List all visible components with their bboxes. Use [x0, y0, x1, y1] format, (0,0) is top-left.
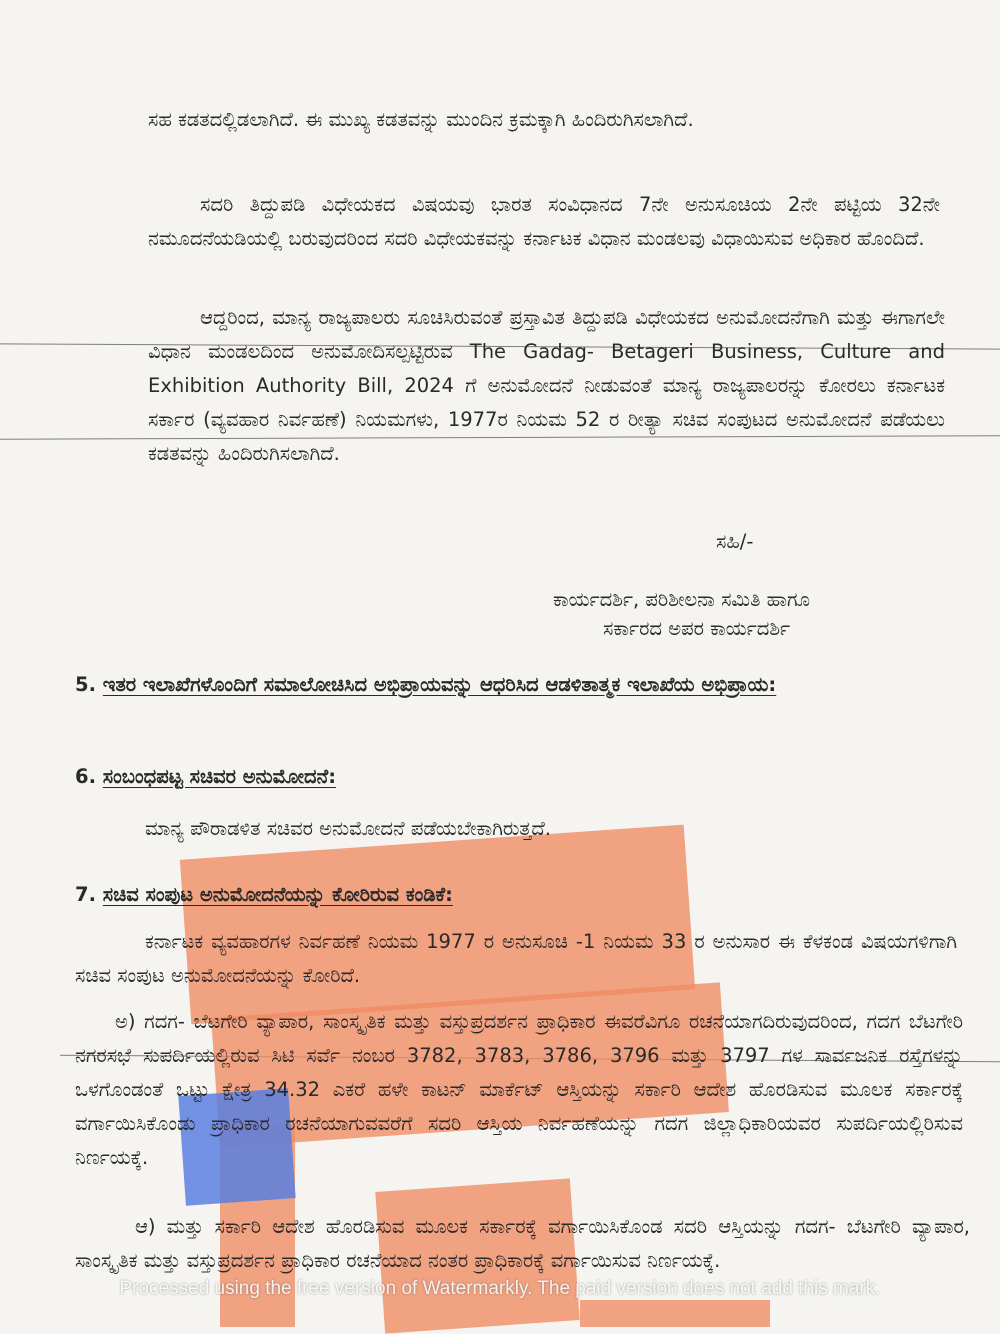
- paragraph-item-a: ಅ) ಗದಗ- ಬೆಟಗೇರಿ ವ್ಯಾಪಾರ, ಸಾಂಸ್ಕೃತಿಕ ಮತ್ತು ವಸ್ತುಪ್ರದರ್ಶನ ಪ್ರಾಧಿಕಾರ ಈವರೆವಿಗೂ ರಚನೆಯಾಗದಿರುವುದರಿಂದ, ಗದಗ ಬೆಟಗೇರಿ ನಗರಸಭೆ ಸುಪರ್ದಿಯಲ್ಲಿರುವ ಸಿಟಿ ಸರ್ವೆ ನಂಬರ 3782, 3783, 3786, 3796 ಮತ್ತು 3797 ಗಳ ಸಾರ್ವಜನಿಕ ರಸ್ತೆಗಳನ್ನು ಒಳಗೊಂಡಂತೆ ಒಟ್ಟು ಕ್ಷೇತ್ರ 34.32 ಎಕರೆ ಹಳೇ ಕಾಟನ್ ಮಾರ್ಕೆಟ್ ಆಸ್ತಿಯನ್ನು ಸರ್ಕಾರಿ ಆದೇಶ ಹೊರಡಿಸುವ ಮೂಲಕ ಸರ್ಕಾರಕ್ಕೆ ವರ್ಗಾಯಿಸಿಕೊಂಡು ಪ್ರಾಧಿಕಾರ ರಚನೆಯಾಗುವವರೆಗೆ ಸದರಿ ಆಸ್ತಿಯ ನಿರ್ವಹಣೆಯನ್ನು ಗದಗ ಜಿಲ್ಲಾಧಿಕಾರಿಯವರ ಸುಪರ್ದಿಯಲ್ಲಿರಿಸುವ ನಿರ್ಣಯಕ್ಕೆ.: [75, 1010, 964, 1169]
- section-title: ಸಚಿವ ಸಂಪುಟ ಅನುಮೋದನೆಯನ್ನು ಕೋರಿರುವ ಕಂಡಿಕೆ:: [102, 883, 453, 906]
- section-number: 5.: [75, 673, 96, 696]
- section-title: ಇತರ ಇಲಾಖೆಗಳೊಂದಿಗೆ ಸಮಾಲೋಚಿಸಿದ ಅಭಿಪ್ರಾಯವನ್ನು ಆಧರಿಸಿದ ಆಡಳಿತಾತ್ಮಕ ಇಲಾಖೆಯ ಅಭಿಪ್ರಾಯ:: [102, 673, 777, 696]
- section-7-heading: [75, 878, 948, 912]
- paragraph-item-aa: ಆ) ಮತ್ತು ಸರ್ಕಾರಿ ಆದೇಶ ಹೊರಡಿಸುವ ಮೂಲಕ ಸರ್ಕಾರಕ್ಕೆ ವರ್ಗಾಯಿಸಿಕೊಂಡ ಸದರಿ ಆಸ್ತಿಯನ್ನು ಗದಗ- ಬೆಟಗೇರಿ ವ್ಯಾಪಾರ, ಸಾಂಸ್ಕೃತಿಕ ಮತ್ತು ವಸ್ತುಪ್ರದರ್ಶನ ಪ್ರಾಧಿಕಾರ ರಚನೆಯಾದ ನಂತರ ಪ್ರಾಧಿಕಾರಕ್ಕೆ ವರ್ಗಾಯಿಸುವ ನಿರ್ಣಯಕ್ಕೆ.: [75, 1215, 970, 1272]
- signature-sahi: ಸಹಿ/-: [716, 530, 754, 553]
- paragraph-rule-reference: ಕರ್ನಾಟಕ ವ್ಯವಹಾರಗಳ ನಿರ್ವಹಣೆ ನಿಯಮ 1977 ರ ಅನುಸೂಚಿ -1 ನಿಯಮ 33 ರ ಅನುಸಾರ ಈ ಕೆಳಕಂಡ ವಿಷಯಗಳಿಗಾಗಿ ಸಚಿವ ಸಂಪುಟ ಅನುಮೋದನೆಯನ್ನು ಕೋರಿದೆ.: [75, 930, 957, 987]
- paragraph-minister-approval: ಮಾನ್ಯ ಪೌರಾಡಳಿತ ಸಚಿವರ ಅನುಮೋದನೆ ಪಡೆಯಬೇಕಾಗಿರುತ್ತದೆ.: [145, 817, 551, 840]
- section-number: 7.: [75, 883, 96, 906]
- section-6-heading: [75, 760, 948, 794]
- paragraph-jurisdiction: ಸದರಿ ತಿದ್ದುಪಡಿ ವಿಧೇಯಕದ ವಿಷಯವು ಭಾರತ ಸಂವಿಧಾನದ 7ನೇ ಅನುಸೂಚಿಯ 2ನೇ ಪಟ್ಟಿಯ 32ನೇ ನಮೂದನೆಯಡಿಯಲ್ಲಿ ಬರುವುದರಿಂದ ಸದರಿ ವಿಧೇಯಕವನ್ನು ಕರ್ನಾಟಕ ವಿಧಾನ ಮಂಡಲವು ವಿಧಾಯಿಸುವ ಅಧಿಕಾರ ಹೊಂದಿದೆ.: [148, 193, 940, 250]
- watermark-highlight-orange: [580, 1300, 770, 1327]
- section-5-heading: [75, 668, 948, 702]
- section-title: ಸಂಬಂಧಪಟ್ಟ ಸಚಿವರ ಅನುಮೋದನೆ:: [102, 765, 336, 788]
- section-number: 6.: [75, 765, 96, 788]
- paragraph-cabinet-request: ಆದ್ದರಿಂದ, ಮಾನ್ಯ ರಾಜ್ಯಪಾಲರು ಸೂಚಿಸಿರುವಂತೆ ಪ್ರಸ್ತಾವಿತ ತಿದ್ದುಪಡಿ ವಿಧೇಯಕದ ಅನುಮೋದನೆಗಾಗಿ ಮತ್ತು ಈಗಾಗಲೇ ವಿಧಾನ ಮಂಡಲದಿಂದ ಅನುಮೋದಿಸಲ್ಪಟ್ಟಿರುವ The Gadag- Betageri Business, Culture and Exhibition Authority Bill, 2024 ಗೆ ಅನುಮೋದನೆ ನೀಡುವಂತೆ ಮಾನ್ಯ ರಾಜ್ಯಪಾಲರನ್ನು ಕೋರಲು ಕರ್ನಾಟಕ ಸರ್ಕಾರ (ವ್ಯವಹಾರ ನಿರ್ವಹಣೆ) ನಿಯಮಗಳು, 1977ರ ನಿಯಮ 52 ರ ರೀತ್ಯಾ ಸಚಿವ ಸಂಪುಟದ ಅನುಮೋದನೆ ಪಡೆಯಲು ಕಡತವನ್ನು ಹಿಂದಿರುಗಿಸಲಾಗಿದೆ.: [148, 306, 945, 465]
- watermark-text: Processed using the free version of Watermarkly. The paid version does not add this mark.: [119, 1278, 881, 1299]
- paragraph-continuation: ಸಹ ಕಡತದಲ್ಲಿಡಲಾಗಿದೆ. ಈ ಮುಖ್ಯ ಕಡತವನ್ನು ಮುಂದಿನ ಕ್ರಮಕ್ಕಾಗಿ ಹಿಂದಿರುಗಿಸಲಾಗಿದೆ.: [148, 108, 694, 131]
- signatory-designation: ಕಾರ್ಯದರ್ಶಿ, ಪರಿಶೀಲನಾ ಸಮಿತಿ ಹಾಗೂ: [553, 588, 811, 611]
- signatory-designation-2: ಸರ್ಕಾರದ ಅಪರ ಕಾರ್ಯದರ್ಶಿ: [603, 617, 791, 640]
